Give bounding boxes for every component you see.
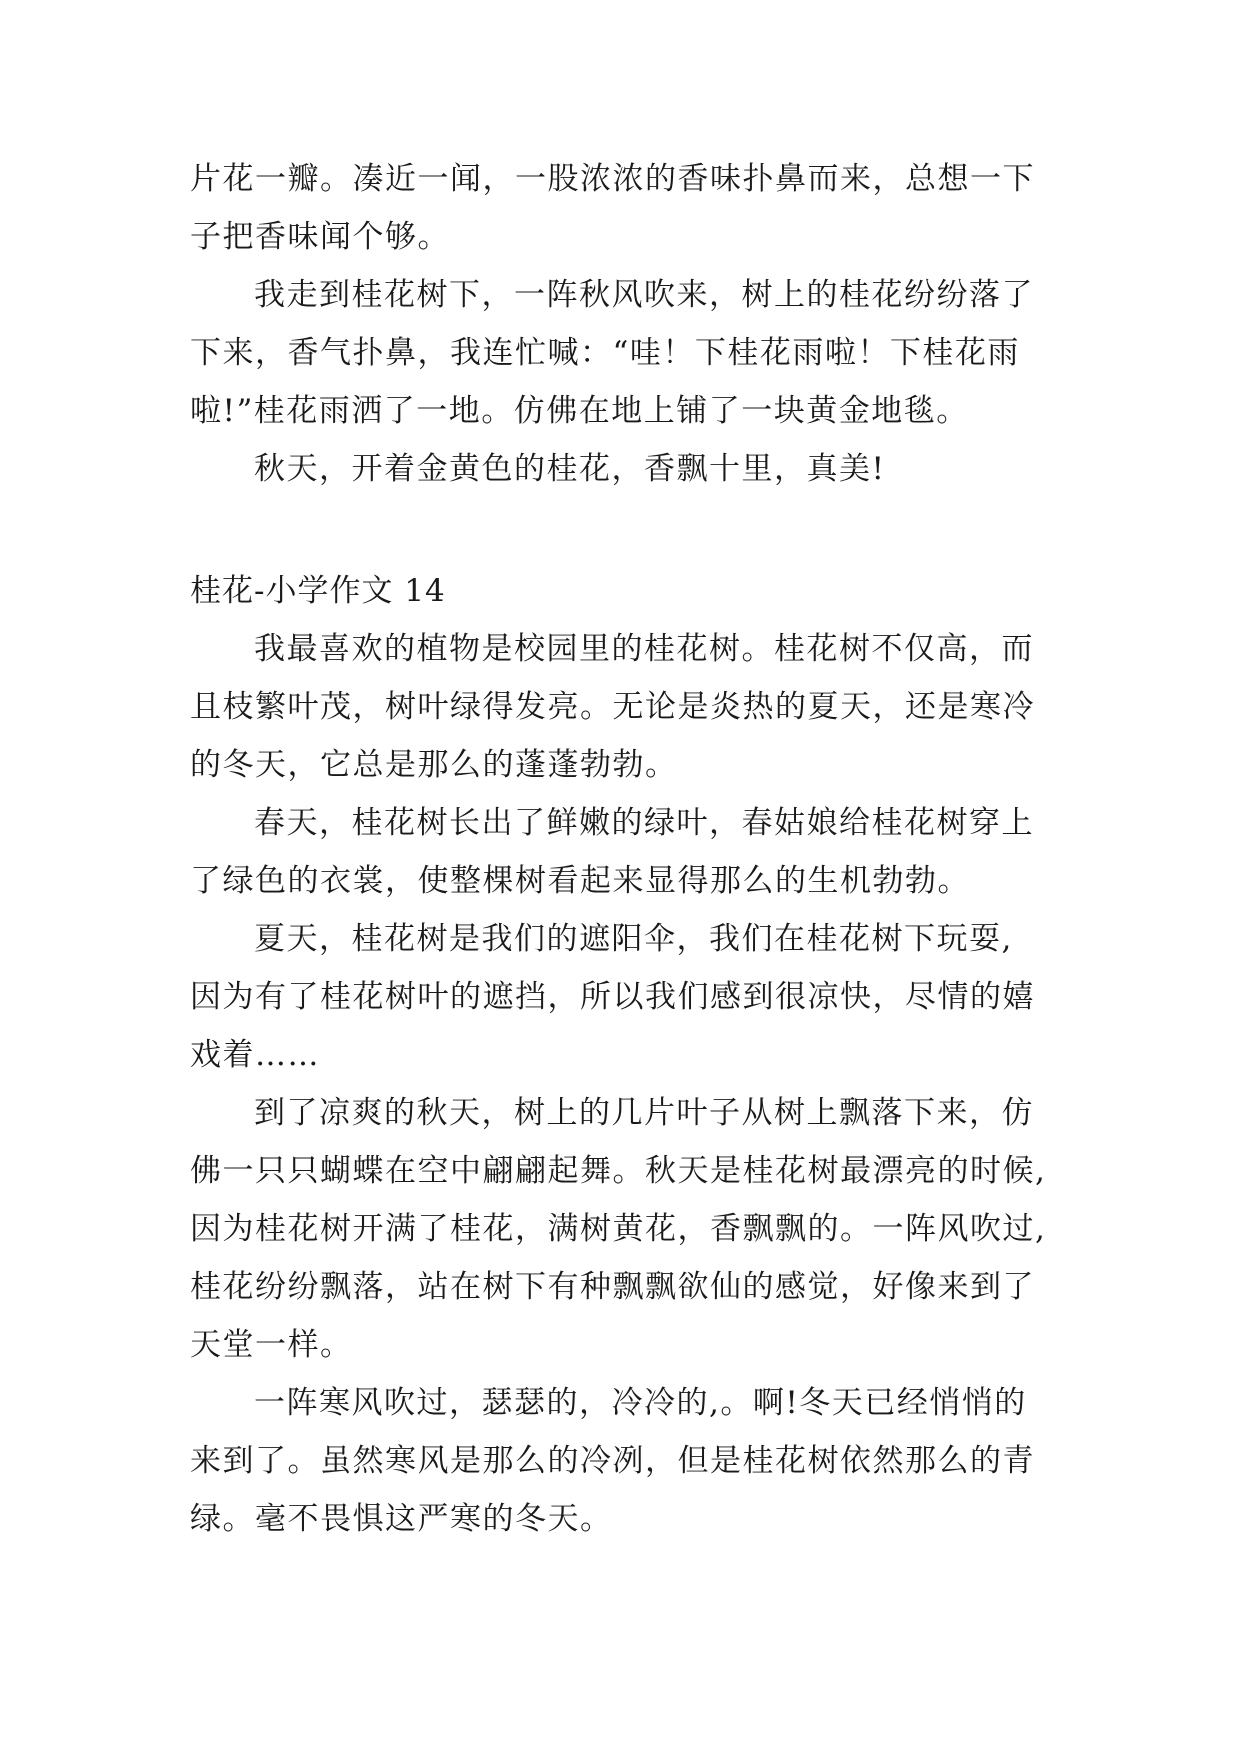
text-line: 桂花纷纷飘落，站在树下有种飘飘欲仙的感觉，好像来到了 [190, 1269, 1035, 1305]
text-line: 到了凉爽的秋天，树上的几片叶子从树上飘落下来，仿 [254, 1095, 1034, 1131]
text-line: 了绿色的衣裳，使整棵树看起来显得那么的生机勃勃。 [190, 863, 970, 899]
paragraph [190, 794, 1060, 910]
text-line: 子把香味闻个够。 [190, 219, 450, 255]
paragraph [190, 1084, 1060, 1374]
paragraph [190, 440, 1060, 498]
paragraph [190, 620, 1060, 794]
text-line: 片花一瓣。凑近一闻，一股浓浓的香味扑鼻而来，总想一下 [190, 161, 1035, 197]
text-line: 秋天，开着金黄色的桂花，香飘十里，真美! [254, 451, 886, 487]
text-line: 戏着…… [190, 1037, 320, 1073]
paragraph [190, 1374, 1060, 1548]
document-page [190, 150, 1060, 1548]
text-line: 因为桂花树开满了桂花，满树黄花，香飘飘的。一阵风吹过, [190, 1211, 1047, 1247]
text-line: 春天，桂花树长出了鲜嫩的绿叶，春姑娘给桂花树穿上 [254, 805, 1034, 841]
section-gap [190, 498, 1060, 562]
paragraph [190, 266, 1060, 440]
text-line: 因为有了桂花树叶的遮挡，所以我们感到很凉快，尽情的嬉 [190, 979, 1035, 1015]
text-line: 啦!”桂花雨洒了一地。仿佛在地上铺了一块黄金地毯。 [190, 393, 969, 429]
text-line: 来到了。虽然寒风是那么的冷冽，但是桂花树依然那么的青 [190, 1443, 1035, 1479]
text-line: 天堂一样。 [190, 1327, 353, 1363]
text-line: 佛一只只蝴蝶在空中翩翩起舞。秋天是桂花树最漂亮的时候, [190, 1153, 1047, 1189]
essay-title: 桂花-小学作文 14 [190, 573, 446, 609]
paragraph [190, 910, 1060, 1084]
text-line: 我走到桂花树下，一阵秋风吹来，树上的桂花纷纷落了 [254, 277, 1034, 313]
text-line: 的冬天，它总是那么的蓬蓬勃勃。 [190, 747, 678, 783]
text-line: 且枝繁叶茂，树叶绿得发亮。无论是炎热的夏天，还是寒冷 [190, 689, 1035, 725]
text-line: 我最喜欢的植物是校园里的桂花树。桂花树不仅高，而 [254, 631, 1034, 667]
text-line: 下来，香气扑鼻，我连忙喊：“哇！下桂花雨啦！下桂花雨 [190, 335, 1020, 371]
text-line: 夏天，桂花树是我们的遮阳伞，我们在桂花树下玩耍, [254, 921, 1013, 957]
text-line: 一阵寒风吹过，瑟瑟的，冷冷的,。啊!冬天已经悄悄的 [254, 1385, 1027, 1421]
paragraph [190, 150, 1060, 266]
text-line: 绿。毫不畏惧这严寒的冬天。 [190, 1501, 613, 1537]
